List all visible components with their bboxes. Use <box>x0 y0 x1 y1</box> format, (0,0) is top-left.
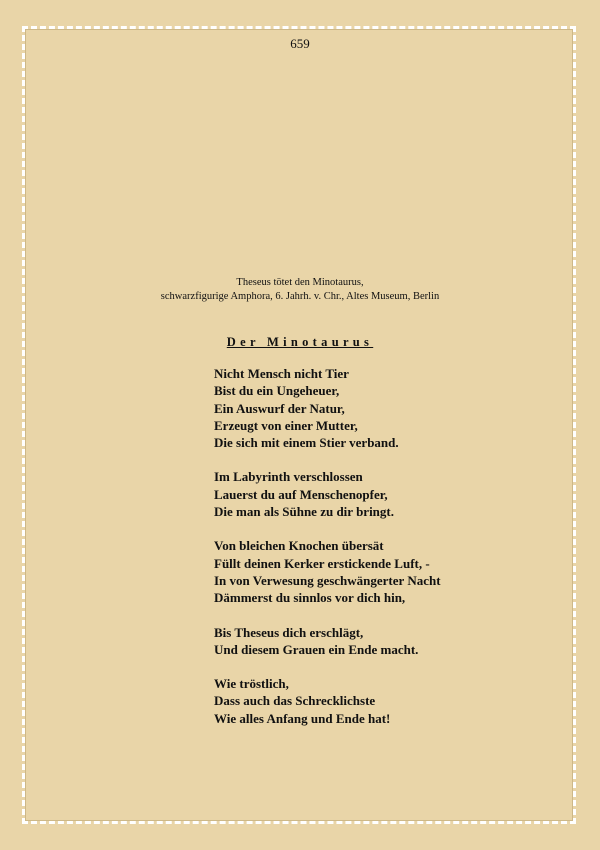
poem-stanza-5 <box>214 675 544 727</box>
poem-line: Ein Auswurf der Natur, <box>214 400 345 416</box>
poem-line: Bis Theseus dich erschlägt, <box>214 624 364 640</box>
poem-line: Dämmerst du sinnlos vor dich hin, <box>214 590 406 606</box>
poem-line: Lauerst du auf Menschenopfer, <box>214 486 388 502</box>
poem-line: Erzeugt von einer Mutter, <box>214 417 358 433</box>
poem-title: Der Minotaurus <box>226 335 374 349</box>
poem-line: Wie tröstlich, <box>214 676 289 692</box>
poem-line: Dass auch das Schrecklichste <box>214 693 376 709</box>
poem-stanza-4 <box>214 624 544 659</box>
poem-stanza-2 <box>214 468 544 520</box>
page-number: 659 <box>290 36 310 51</box>
poem-line: Und diesem Grauen ein Ende macht. <box>214 641 419 657</box>
poem-stanza-3 <box>214 537 544 606</box>
caption-line-1: Theseus tötet den Minotaurus, <box>236 277 364 288</box>
poem-line: Füllt deinen Kerker erstickende Luft, - <box>214 555 430 571</box>
poem-line: Von bleichen Knochen übersät <box>214 538 384 554</box>
poem-line: Im Labyrinth verschlossen <box>214 469 363 485</box>
poem-line: Nicht Mensch nicht Tier <box>214 366 349 381</box>
poem-stanza-1 <box>214 365 544 451</box>
poem-line: Wie alles Anfang und Ende hat! <box>214 710 391 726</box>
poem-line: Die man als Sühne zu dir bringt. <box>214 504 394 520</box>
poem-line: In von Verwesung geschwängerter Nacht <box>214 572 441 588</box>
poem-line: Bist du ein Ungeheuer, <box>214 383 340 399</box>
image-caption <box>0 276 600 304</box>
caption-line-2: schwarzfigurige Amphora, 6. Jahrh. v. Chr., Altes Museum, Berlin <box>160 291 440 302</box>
poem-body <box>214 365 544 744</box>
poem-line: Die sich mit einem Stier verband. <box>214 435 399 451</box>
